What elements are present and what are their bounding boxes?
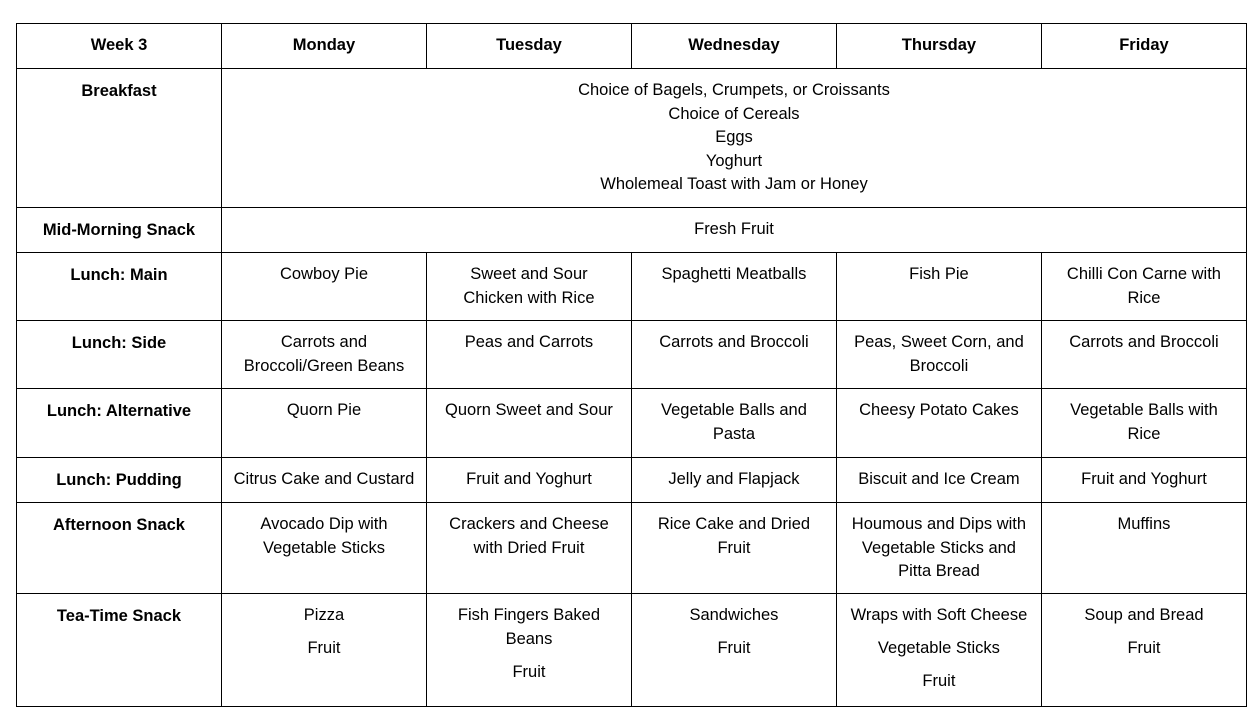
row-label-lunch-pudding: Lunch: Pudding: [17, 458, 222, 503]
menu-line: Fruit: [1127, 638, 1161, 657]
breakfast-item: Yoghurt: [705, 151, 763, 170]
breakfast-item: Choice of Bagels, Crumpets, or Croissants: [578, 81, 890, 99]
menu-line: Pizza: [303, 606, 345, 624]
lunch-side-wednesday: [631, 321, 836, 389]
day-header-monday: Monday: [221, 24, 426, 69]
menu-line: Broccoli/Green Beans: [243, 356, 405, 375]
afternoon-wednesday: [631, 503, 836, 594]
row-label-mid-morning-snack: Mid-Morning Snack: [17, 208, 222, 253]
menu-line: Spaghetti Meatballs: [661, 265, 807, 283]
teatime-thursday: [836, 594, 1041, 707]
menu-line: Avocado Dip with: [260, 515, 388, 533]
menu-line: Fruit and Yoghurt: [466, 470, 592, 488]
menu-line: Pitta Bread: [898, 562, 980, 580]
lunch-pudding-friday: [1041, 458, 1246, 503]
menu-line: Carrots and Broccoli: [1069, 333, 1219, 351]
lunch-alternative-row: [17, 389, 1247, 458]
lunch-alt-friday: [1041, 389, 1246, 458]
lunch-main-row: [17, 253, 1247, 321]
menu-line: Muffins: [1117, 515, 1171, 533]
menu-line: Fruit and Yoghurt: [1081, 470, 1207, 488]
lunch-main-monday: [221, 253, 426, 321]
menu-line: Vegetable Sticks and: [861, 538, 1016, 557]
menu-line: Rice: [1127, 424, 1161, 443]
lunch-side-thursday: [836, 321, 1041, 389]
day-header-friday: Friday: [1041, 24, 1246, 69]
row-label-lunch-side: Lunch: Side: [17, 321, 222, 389]
lunch-main-wednesday: [631, 253, 836, 321]
row-label-tea-time-snack: Tea-Time Snack: [17, 594, 222, 707]
lunch-alt-thursday: [836, 389, 1041, 458]
day-header-tuesday: Tuesday: [426, 24, 631, 69]
lunch-side-row: [17, 321, 1247, 389]
mid-morning-cell: [221, 208, 1246, 253]
day-header-wednesday: Wednesday: [631, 24, 836, 69]
menu-line: Fruit: [512, 663, 546, 681]
weekly-menu-table: [16, 23, 1247, 707]
menu-line: Fish Fingers Baked: [457, 606, 601, 624]
row-label-lunch-main: Lunch: Main: [17, 253, 222, 321]
menu-line: Vegetable Balls and: [661, 401, 807, 419]
menu-line: Sweet and Sour: [470, 265, 588, 283]
breakfast-row: [17, 69, 1247, 208]
menu-line: Carrots and: [280, 333, 368, 351]
menu-line: Rice Cake and Dried: [657, 515, 811, 533]
lunch-side-tuesday: [426, 321, 631, 389]
menu-line: Houmous and Dips with: [851, 515, 1027, 533]
menu-line: Biscuit and Ice Cream: [858, 470, 1020, 488]
week-label: Week 3: [17, 24, 222, 69]
teatime-tuesday: [426, 594, 631, 707]
breakfast-item: Choice of Cereals: [668, 104, 800, 123]
row-label-afternoon-snack: Afternoon Snack: [17, 503, 222, 594]
lunch-pudding-monday: [221, 458, 426, 503]
breakfast-cell: [221, 69, 1246, 208]
lunch-alt-monday: [221, 389, 426, 458]
lunch-alt-wednesday: [631, 389, 836, 458]
afternoon-friday: [1041, 503, 1246, 594]
menu-line: Vegetable Balls with: [1070, 401, 1218, 419]
breakfast-item: Eggs: [715, 128, 753, 146]
lunch-side-friday: [1041, 321, 1246, 389]
breakfast-item: Wholemeal Toast with Jam or Honey: [600, 175, 868, 193]
lunch-pudding-thursday: [836, 458, 1041, 503]
menu-line: Citrus Cake and Custard: [233, 470, 415, 488]
menu-line: Fruit: [307, 638, 341, 657]
menu-line: Broccoli: [909, 356, 969, 375]
header-row: [17, 24, 1247, 69]
menu-line: Sandwiches: [689, 606, 779, 624]
afternoon-tuesday: [426, 503, 631, 594]
afternoon-monday: [221, 503, 426, 594]
afternoon-snack-row: [17, 503, 1247, 594]
lunch-pudding-tuesday: [426, 458, 631, 503]
menu-line: Jelly and Flapjack: [668, 470, 800, 488]
row-label-lunch-alternative: Lunch: Alternative: [17, 389, 222, 458]
menu-line: Fruit: [717, 638, 751, 657]
lunch-pudding-wednesday: [631, 458, 836, 503]
menu-line: Cheesy Potato Cakes: [859, 401, 1019, 419]
menu-line: Cowboy Pie: [279, 265, 368, 283]
menu-line: Beans: [505, 629, 553, 648]
lunch-alt-tuesday: [426, 389, 631, 458]
lunch-main-friday: [1041, 253, 1246, 321]
menu-line: Peas, Sweet Corn, and: [854, 333, 1024, 351]
teatime-monday: [221, 594, 426, 707]
menu-line: Fruit: [717, 538, 751, 557]
mid-morning-row: [17, 208, 1247, 253]
menu-line: with Dried Fruit: [473, 538, 585, 557]
menu-line: Quorn Sweet and Sour: [445, 401, 613, 419]
teatime-wednesday: [631, 594, 836, 707]
afternoon-thursday: [836, 503, 1041, 594]
menu-line: Chilli Con Carne with: [1066, 265, 1221, 283]
menu-line: Fruit: [922, 672, 956, 690]
menu-line: Vegetable Sticks: [262, 538, 385, 557]
tea-time-snack-row: [17, 594, 1247, 707]
lunch-pudding-row: [17, 458, 1247, 503]
menu-line: Pasta: [712, 424, 756, 443]
menu-line: Rice: [1127, 288, 1161, 307]
menu-line: Carrots and Broccoli: [659, 333, 809, 351]
menu-line: Crackers and Cheese: [449, 515, 609, 533]
lunch-side-monday: [221, 321, 426, 389]
menu-line: Chicken with Rice: [463, 288, 595, 307]
lunch-main-tuesday: [426, 253, 631, 321]
teatime-friday: [1041, 594, 1246, 707]
menu-line: Fish Pie: [909, 265, 969, 283]
menu-line: Peas and Carrots: [464, 333, 594, 351]
day-header-thursday: Thursday: [836, 24, 1041, 69]
lunch-main-thursday: [836, 253, 1041, 321]
menu-line: Quorn Pie: [286, 401, 362, 419]
menu-line: Soup and Bread: [1084, 606, 1204, 624]
menu-line: Vegetable Sticks: [877, 638, 1000, 657]
menu-line: Wraps with Soft Cheese: [850, 606, 1028, 624]
mid-morning-item: Fresh Fruit: [694, 220, 774, 238]
row-label-breakfast: Breakfast: [17, 69, 222, 208]
